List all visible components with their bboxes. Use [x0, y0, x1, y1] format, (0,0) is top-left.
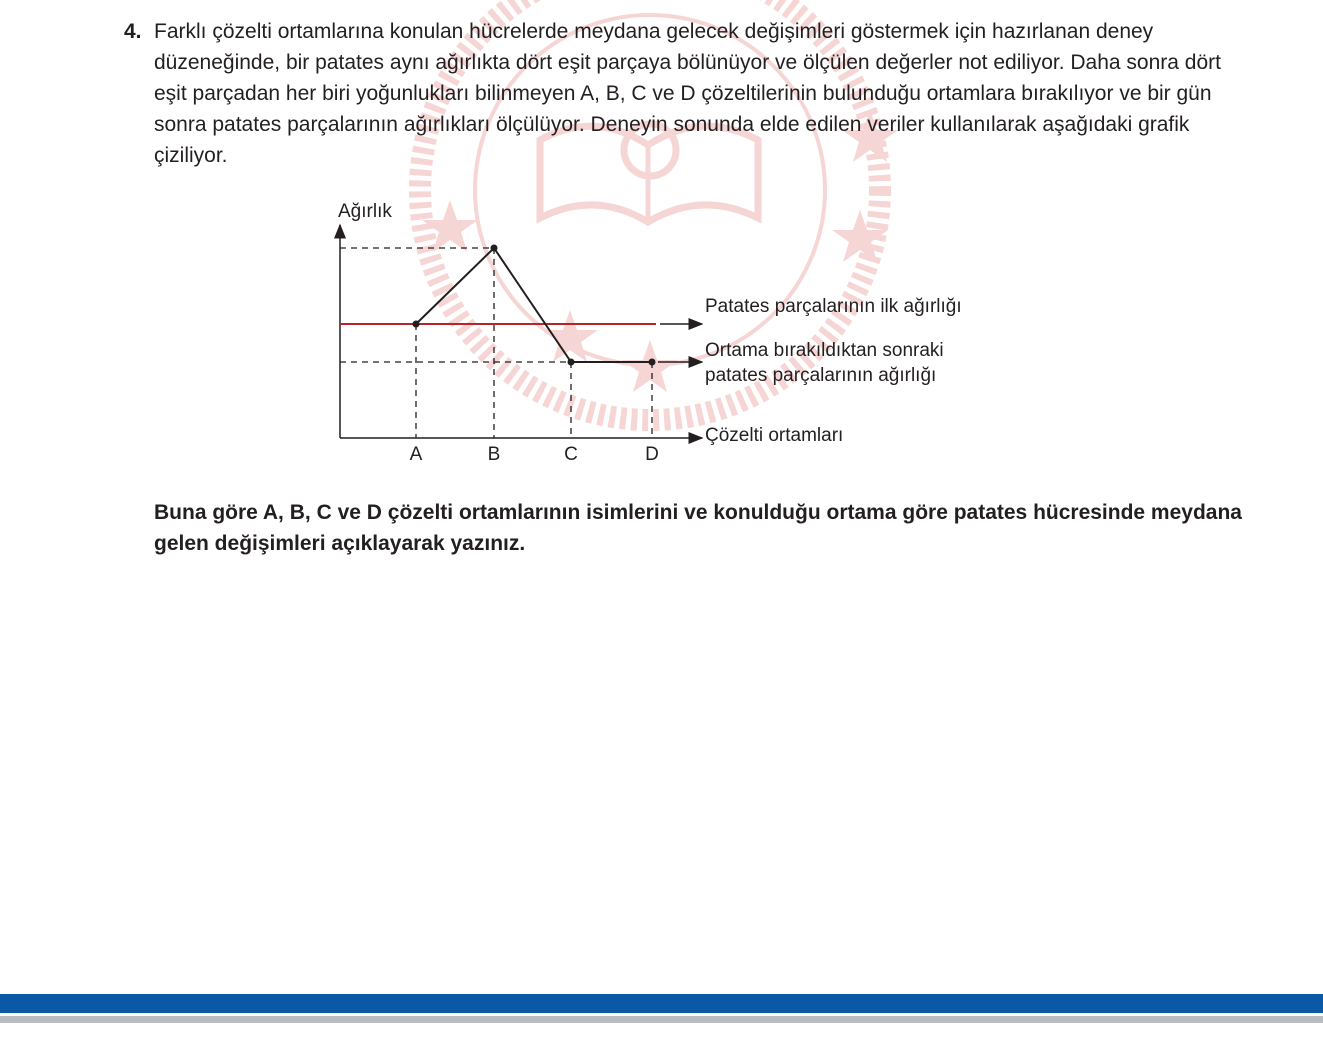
- final-weight-label-line1: Ortama bırakıldıktan sonraki: [705, 340, 944, 361]
- data-point-b: [491, 245, 498, 252]
- x-axis-label: Çözelti ortamları: [705, 425, 844, 446]
- x-tick-label-c: C: [564, 444, 578, 465]
- data-point-c: [568, 359, 575, 366]
- weight-series-line: [416, 248, 652, 362]
- y-axis-label: Ağırlık: [338, 201, 392, 222]
- data-point-a: [413, 321, 420, 328]
- x-tick-label-a: A: [409, 444, 423, 465]
- footer-blue-bar: [0, 994, 1323, 1013]
- question-number: 4.: [124, 20, 142, 43]
- data-point-d: [649, 359, 656, 366]
- x-tick-label-b: B: [487, 444, 501, 465]
- question-block: [124, 16, 1234, 171]
- footer-gray-stripe: [0, 1016, 1323, 1023]
- weight-series-points: [413, 245, 656, 366]
- initial-weight-label: Patates parçalarının ilk ağırlığı: [705, 296, 962, 317]
- task-instruction: Buna göre A, B, C ve D çözelti ortamlarının isimlerini ve konulduğu ortama göre patates hücresinde meydana gelen değişimleri açıklayarak yazınız.: [154, 501, 1242, 555]
- x-tick-label-d: D: [645, 444, 659, 465]
- guide-lines: [340, 248, 652, 438]
- question-text: Farklı çözelti ortamlarına konulan hücrelerde meydana gelecek değişimleri göstermek için hazırlanan deney düzeneğinde, bir patates aynı ağırlıkta dört eşit parçaya bölünüyor ve ölçülen değerler not ediliyor. Daha sonra dört eşit parçadan her biri yoğunlukları bilinmeyen A, B, C ve D çözeltilerinin bulunduğu ortamlara bırakılıyor ve bir gün sonra patates parçalarının ağırlıkları ölçülüyor. Deneyin sonunda elde edilen veriler kullanılarak aşağıdaki grafik çiziliyor.: [154, 20, 1221, 167]
- final-weight-label-line2: patates parçalarının ağırlığı: [705, 365, 937, 386]
- weight-chart: [300, 190, 1000, 480]
- x-tick-labels: [410, 444, 659, 465]
